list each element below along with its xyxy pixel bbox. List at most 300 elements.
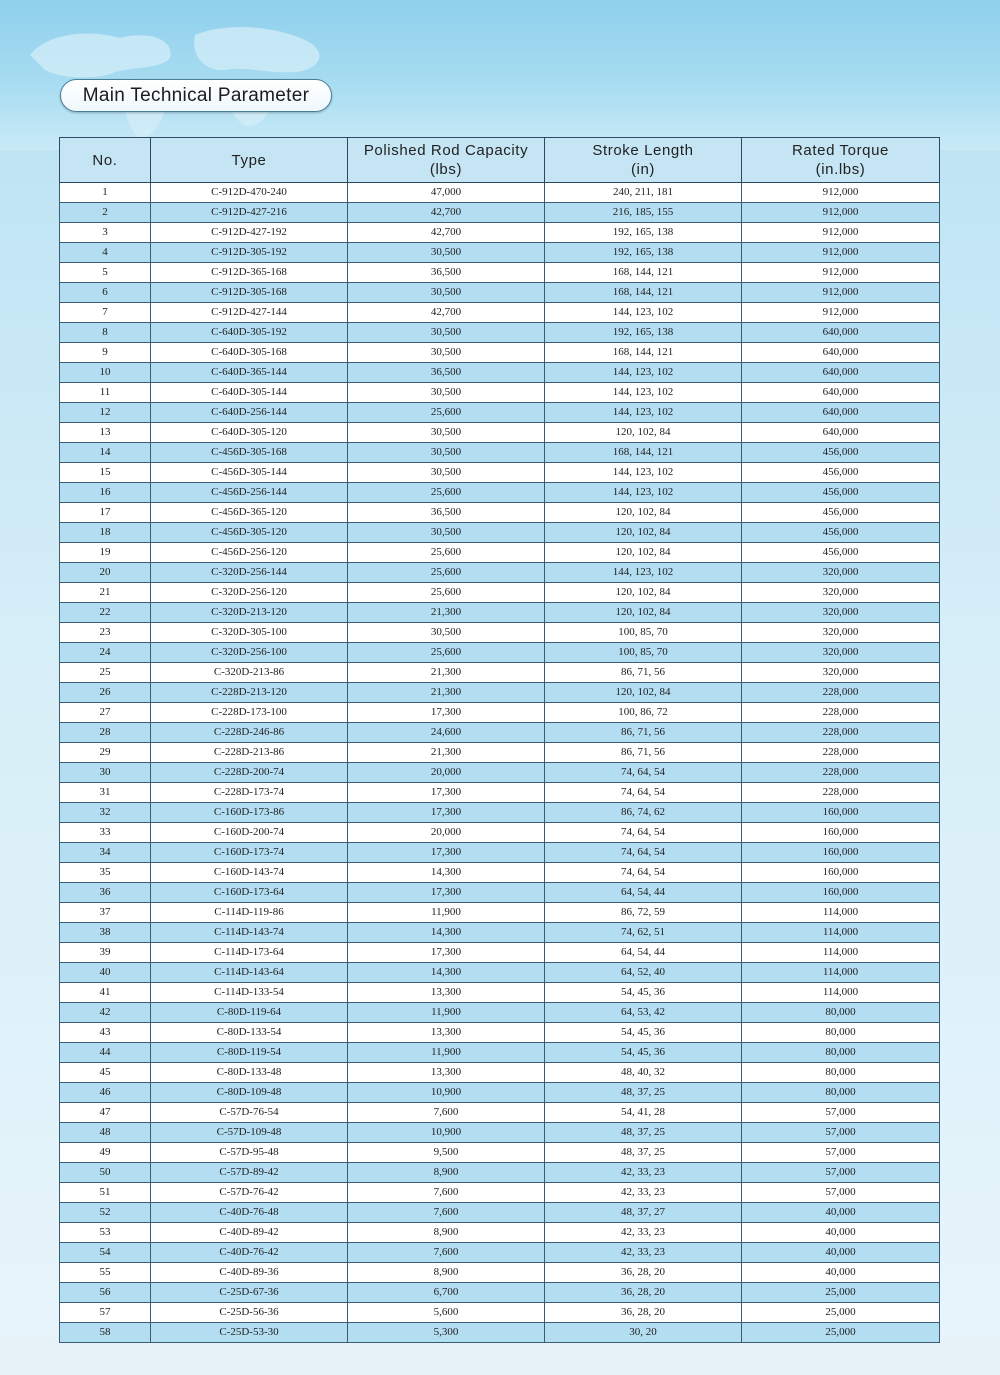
cell-no: 8 — [60, 323, 151, 343]
cell-type: C-912D-470-240 — [151, 183, 348, 203]
cell-no: 50 — [60, 1163, 151, 1183]
cell-no: 52 — [60, 1203, 151, 1223]
table-row — [60, 223, 940, 243]
cell-rated-torque: 228,000 — [742, 683, 940, 703]
cell-polished-rod-capacity: 21,300 — [348, 603, 545, 623]
cell-polished-rod-capacity: 8,900 — [348, 1223, 545, 1243]
cell-stroke-length: 64, 52, 40 — [545, 963, 742, 983]
cell-rated-torque: 114,000 — [742, 923, 940, 943]
table-row — [60, 1143, 940, 1163]
cell-no: 16 — [60, 483, 151, 503]
cell-rated-torque: 640,000 — [742, 403, 940, 423]
table-row — [60, 723, 940, 743]
cell-stroke-length: 100, 85, 70 — [545, 643, 742, 663]
cell-no: 41 — [60, 983, 151, 1003]
cell-polished-rod-capacity: 9,500 — [348, 1143, 545, 1163]
cell-type: C-160D-173-74 — [151, 843, 348, 863]
table-row — [60, 1303, 940, 1323]
cell-polished-rod-capacity: 30,500 — [348, 443, 545, 463]
cell-polished-rod-capacity: 7,600 — [348, 1183, 545, 1203]
table-row — [60, 1083, 940, 1103]
cell-type: C-640D-305-168 — [151, 343, 348, 363]
cell-no: 43 — [60, 1023, 151, 1043]
cell-type: C-80D-133-48 — [151, 1063, 348, 1083]
table-row — [60, 383, 940, 403]
cell-type: C-25D-53-30 — [151, 1323, 348, 1343]
table-row — [60, 263, 940, 283]
cell-no: 57 — [60, 1303, 151, 1323]
cell-stroke-length: 48, 40, 32 — [545, 1063, 742, 1083]
table-row — [60, 763, 940, 783]
cell-polished-rod-capacity: 11,900 — [348, 1043, 545, 1063]
cell-rated-torque: 912,000 — [742, 283, 940, 303]
cell-rated-torque: 160,000 — [742, 863, 940, 883]
cell-rated-torque: 456,000 — [742, 543, 940, 563]
cell-type: C-320D-305-100 — [151, 623, 348, 643]
cell-type: C-80D-133-54 — [151, 1023, 348, 1043]
cell-type: C-25D-67-36 — [151, 1283, 348, 1303]
table-row — [60, 1183, 940, 1203]
cell-polished-rod-capacity: 25,600 — [348, 583, 545, 603]
cell-no: 18 — [60, 523, 151, 543]
cell-rated-torque: 640,000 — [742, 323, 940, 343]
cell-rated-torque: 912,000 — [742, 243, 940, 263]
cell-stroke-length: 168, 144, 121 — [545, 343, 742, 363]
cell-no: 3 — [60, 223, 151, 243]
column-header-type: Type — [151, 138, 348, 183]
cell-type: C-320D-213-120 — [151, 603, 348, 623]
cell-stroke-length: 36, 28, 20 — [545, 1283, 742, 1303]
table-row — [60, 1043, 940, 1063]
cell-no: 28 — [60, 723, 151, 743]
cell-rated-torque: 160,000 — [742, 843, 940, 863]
table-row — [60, 543, 940, 563]
cell-type: C-160D-200-74 — [151, 823, 348, 843]
cell-rated-torque: 456,000 — [742, 503, 940, 523]
table-row — [60, 943, 940, 963]
table-row — [60, 983, 940, 1003]
table-row — [60, 683, 940, 703]
cell-type: C-456D-305-144 — [151, 463, 348, 483]
cell-rated-torque: 640,000 — [742, 383, 940, 403]
cell-stroke-length: 120, 102, 84 — [545, 523, 742, 543]
cell-stroke-length: 54, 45, 36 — [545, 983, 742, 1003]
table-row — [60, 1203, 940, 1223]
cell-rated-torque: 57,000 — [742, 1123, 940, 1143]
cell-rated-torque: 57,000 — [742, 1143, 940, 1163]
cell-stroke-length: 120, 102, 84 — [545, 683, 742, 703]
cell-rated-torque: 80,000 — [742, 1003, 940, 1023]
cell-stroke-length: 86, 71, 56 — [545, 723, 742, 743]
cell-stroke-length: 74, 64, 54 — [545, 783, 742, 803]
cell-rated-torque: 25,000 — [742, 1323, 940, 1343]
cell-rated-torque: 456,000 — [742, 523, 940, 543]
table-row — [60, 923, 940, 943]
cell-stroke-length: 168, 144, 121 — [545, 443, 742, 463]
cell-polished-rod-capacity: 30,500 — [348, 423, 545, 443]
cell-stroke-length: 54, 45, 36 — [545, 1043, 742, 1063]
cell-stroke-length: 192, 165, 138 — [545, 243, 742, 263]
table-row — [60, 803, 940, 823]
cell-polished-rod-capacity: 5,600 — [348, 1303, 545, 1323]
cell-polished-rod-capacity: 30,500 — [348, 323, 545, 343]
cell-no: 21 — [60, 583, 151, 603]
cell-polished-rod-capacity: 14,300 — [348, 863, 545, 883]
table-row — [60, 1163, 940, 1183]
table-row — [60, 1283, 940, 1303]
cell-polished-rod-capacity: 30,500 — [348, 243, 545, 263]
cell-rated-torque: 40,000 — [742, 1223, 940, 1243]
cell-stroke-length: 100, 86, 72 — [545, 703, 742, 723]
column-header-no: No. — [60, 138, 151, 183]
cell-polished-rod-capacity: 30,500 — [348, 623, 545, 643]
table-row — [60, 343, 940, 363]
table-body — [60, 183, 940, 1343]
cell-polished-rod-capacity: 30,500 — [348, 343, 545, 363]
cell-rated-torque: 320,000 — [742, 663, 940, 683]
cell-type: C-57D-109-48 — [151, 1123, 348, 1143]
cell-type: C-640D-305-144 — [151, 383, 348, 403]
cell-no: 51 — [60, 1183, 151, 1203]
table-row — [60, 903, 940, 923]
table-row — [60, 523, 940, 543]
table-row — [60, 423, 940, 443]
cell-polished-rod-capacity: 13,300 — [348, 1063, 545, 1083]
cell-no: 45 — [60, 1063, 151, 1083]
cell-polished-rod-capacity: 7,600 — [348, 1243, 545, 1263]
cell-stroke-length: 144, 123, 102 — [545, 363, 742, 383]
table-row — [60, 363, 940, 383]
cell-rated-torque: 57,000 — [742, 1163, 940, 1183]
cell-stroke-length: 30, 20 — [545, 1323, 742, 1343]
cell-no: 11 — [60, 383, 151, 403]
cell-stroke-length: 120, 102, 84 — [545, 583, 742, 603]
cell-polished-rod-capacity: 13,300 — [348, 983, 545, 1003]
cell-polished-rod-capacity: 7,600 — [348, 1103, 545, 1123]
cell-no: 7 — [60, 303, 151, 323]
cell-type: C-456D-305-168 — [151, 443, 348, 463]
cell-type: C-320D-213-86 — [151, 663, 348, 683]
cell-rated-torque: 114,000 — [742, 943, 940, 963]
cell-type: C-228D-213-120 — [151, 683, 348, 703]
cell-type: C-456D-305-120 — [151, 523, 348, 543]
table-row — [60, 1263, 940, 1283]
cell-stroke-length: 216, 185, 155 — [545, 203, 742, 223]
cell-type: C-912D-365-168 — [151, 263, 348, 283]
table-row — [60, 883, 940, 903]
cell-no: 5 — [60, 263, 151, 283]
cell-no: 49 — [60, 1143, 151, 1163]
parameter-table — [59, 137, 940, 1343]
cell-no: 46 — [60, 1083, 151, 1103]
cell-rated-torque: 640,000 — [742, 423, 940, 443]
cell-rated-torque: 320,000 — [742, 623, 940, 643]
cell-rated-torque: 160,000 — [742, 823, 940, 843]
cell-stroke-length: 120, 102, 84 — [545, 603, 742, 623]
cell-no: 6 — [60, 283, 151, 303]
cell-type: C-228D-173-100 — [151, 703, 348, 723]
table-row — [60, 1003, 940, 1023]
cell-no: 17 — [60, 503, 151, 523]
cell-type: C-57D-95-48 — [151, 1143, 348, 1163]
cell-stroke-length: 240, 211, 181 — [545, 183, 742, 203]
table-row — [60, 203, 940, 223]
cell-rated-torque: 228,000 — [742, 703, 940, 723]
cell-no: 54 — [60, 1243, 151, 1263]
cell-rated-torque: 57,000 — [742, 1103, 940, 1123]
table-row — [60, 403, 940, 423]
cell-polished-rod-capacity: 14,300 — [348, 963, 545, 983]
cell-stroke-length: 74, 62, 51 — [545, 923, 742, 943]
cell-rated-torque: 912,000 — [742, 303, 940, 323]
cell-rated-torque: 40,000 — [742, 1243, 940, 1263]
table-row — [60, 1103, 940, 1123]
cell-no: 9 — [60, 343, 151, 363]
cell-polished-rod-capacity: 10,900 — [348, 1083, 545, 1103]
cell-rated-torque: 912,000 — [742, 183, 940, 203]
cell-type: C-57D-89-42 — [151, 1163, 348, 1183]
column-header-polished-rod-capacity: Polished Rod Capacity (lbs) — [348, 138, 545, 183]
cell-rated-torque: 114,000 — [742, 983, 940, 1003]
table-row — [60, 1323, 940, 1343]
cell-stroke-length: 54, 45, 36 — [545, 1023, 742, 1043]
cell-type: C-160D-173-86 — [151, 803, 348, 823]
table-row — [60, 503, 940, 523]
cell-type: C-40D-89-36 — [151, 1263, 348, 1283]
table-row — [60, 243, 940, 263]
right-background-shade — [940, 150, 1000, 1375]
cell-polished-rod-capacity: 47,000 — [348, 183, 545, 203]
table-row — [60, 823, 940, 843]
cell-rated-torque: 320,000 — [742, 643, 940, 663]
cell-no: 55 — [60, 1263, 151, 1283]
cell-type: C-40D-76-48 — [151, 1203, 348, 1223]
world-map-graphic — [0, 0, 1000, 150]
cell-stroke-length: 36, 28, 20 — [545, 1263, 742, 1283]
cell-type: C-456D-365-120 — [151, 503, 348, 523]
cell-rated-torque: 228,000 — [742, 783, 940, 803]
cell-polished-rod-capacity: 25,600 — [348, 543, 545, 563]
cell-no: 44 — [60, 1043, 151, 1063]
cell-type: C-320D-256-120 — [151, 583, 348, 603]
table-row — [60, 1123, 940, 1143]
cell-stroke-length: 86, 71, 56 — [545, 663, 742, 683]
cell-no: 10 — [60, 363, 151, 383]
table-row — [60, 583, 940, 603]
table-row — [60, 703, 940, 723]
cell-type: C-114D-133-54 — [151, 983, 348, 1003]
cell-no: 40 — [60, 963, 151, 983]
cell-rated-torque: 456,000 — [742, 483, 940, 503]
cell-stroke-length: 74, 64, 54 — [545, 863, 742, 883]
cell-no: 53 — [60, 1223, 151, 1243]
cell-stroke-length: 48, 37, 25 — [545, 1083, 742, 1103]
cell-rated-torque: 40,000 — [742, 1203, 940, 1223]
cell-stroke-length: 64, 54, 44 — [545, 883, 742, 903]
table-row — [60, 663, 940, 683]
cell-polished-rod-capacity: 17,300 — [348, 883, 545, 903]
cell-rated-torque: 40,000 — [742, 1263, 940, 1283]
cell-type: C-640D-365-144 — [151, 363, 348, 383]
table-row — [60, 643, 940, 663]
cell-no: 14 — [60, 443, 151, 463]
cell-polished-rod-capacity: 36,500 — [348, 503, 545, 523]
cell-polished-rod-capacity: 13,300 — [348, 1023, 545, 1043]
cell-type: C-114D-143-74 — [151, 923, 348, 943]
cell-type: C-228D-246-86 — [151, 723, 348, 743]
cell-type: C-114D-143-64 — [151, 963, 348, 983]
cell-rated-torque: 80,000 — [742, 1083, 940, 1103]
cell-type: C-640D-256-144 — [151, 403, 348, 423]
table-header-row — [60, 138, 940, 183]
table-row — [60, 1023, 940, 1043]
cell-polished-rod-capacity: 5,300 — [348, 1323, 545, 1343]
cell-no: 32 — [60, 803, 151, 823]
cell-stroke-length: 120, 102, 84 — [545, 423, 742, 443]
cell-type: C-640D-305-120 — [151, 423, 348, 443]
cell-polished-rod-capacity: 17,300 — [348, 843, 545, 863]
cell-no: 35 — [60, 863, 151, 883]
cell-stroke-length: 144, 123, 102 — [545, 563, 742, 583]
cell-type: C-912D-427-216 — [151, 203, 348, 223]
cell-polished-rod-capacity: 7,600 — [348, 1203, 545, 1223]
column-header-rated-torque: Rated Torque (in.lbs) — [742, 138, 940, 183]
cell-polished-rod-capacity: 17,300 — [348, 803, 545, 823]
cell-stroke-length: 144, 123, 102 — [545, 383, 742, 403]
cell-rated-torque: 228,000 — [742, 763, 940, 783]
cell-polished-rod-capacity: 25,600 — [348, 643, 545, 663]
cell-no: 1 — [60, 183, 151, 203]
cell-no: 39 — [60, 943, 151, 963]
cell-polished-rod-capacity: 30,500 — [348, 463, 545, 483]
cell-type: C-456D-256-144 — [151, 483, 348, 503]
cell-rated-torque: 80,000 — [742, 1063, 940, 1083]
cell-no: 4 — [60, 243, 151, 263]
left-background-shade — [0, 150, 60, 1375]
page-title: Main Technical Parameter — [60, 79, 332, 112]
table-row — [60, 563, 940, 583]
cell-stroke-length: 42, 33, 23 — [545, 1183, 742, 1203]
cell-no: 34 — [60, 843, 151, 863]
table-row — [60, 843, 940, 863]
cell-polished-rod-capacity: 36,500 — [348, 263, 545, 283]
cell-no: 12 — [60, 403, 151, 423]
cell-no: 15 — [60, 463, 151, 483]
table-row — [60, 283, 940, 303]
cell-polished-rod-capacity: 25,600 — [348, 563, 545, 583]
cell-no: 33 — [60, 823, 151, 843]
cell-type: C-456D-256-120 — [151, 543, 348, 563]
cell-rated-torque: 228,000 — [742, 743, 940, 763]
cell-stroke-length: 168, 144, 121 — [545, 283, 742, 303]
cell-rated-torque: 912,000 — [742, 203, 940, 223]
table-row — [60, 863, 940, 883]
cell-stroke-length: 42, 33, 23 — [545, 1243, 742, 1263]
cell-polished-rod-capacity: 30,500 — [348, 523, 545, 543]
cell-stroke-length: 48, 37, 27 — [545, 1203, 742, 1223]
cell-polished-rod-capacity: 25,600 — [348, 483, 545, 503]
table-row — [60, 963, 940, 983]
cell-stroke-length: 144, 123, 102 — [545, 483, 742, 503]
cell-no: 24 — [60, 643, 151, 663]
cell-polished-rod-capacity: 11,900 — [348, 1003, 545, 1023]
cell-no: 19 — [60, 543, 151, 563]
cell-type: C-160D-143-74 — [151, 863, 348, 883]
cell-polished-rod-capacity: 17,300 — [348, 703, 545, 723]
cell-polished-rod-capacity: 17,300 — [348, 943, 545, 963]
cell-no: 25 — [60, 663, 151, 683]
cell-no: 30 — [60, 763, 151, 783]
table-row — [60, 323, 940, 343]
cell-type: C-57D-76-42 — [151, 1183, 348, 1203]
cell-polished-rod-capacity: 21,300 — [348, 663, 545, 683]
cell-type: C-320D-256-144 — [151, 563, 348, 583]
table-row — [60, 1223, 940, 1243]
cell-polished-rod-capacity: 21,300 — [348, 683, 545, 703]
cell-type: C-228D-213-86 — [151, 743, 348, 763]
cell-type: C-912D-427-192 — [151, 223, 348, 243]
cell-no: 31 — [60, 783, 151, 803]
cell-polished-rod-capacity: 42,700 — [348, 223, 545, 243]
cell-stroke-length: 48, 37, 25 — [545, 1143, 742, 1163]
cell-no: 26 — [60, 683, 151, 703]
cell-stroke-length: 74, 64, 54 — [545, 823, 742, 843]
cell-type: C-912D-305-192 — [151, 243, 348, 263]
table-row — [60, 743, 940, 763]
cell-stroke-length: 86, 71, 56 — [545, 743, 742, 763]
cell-no: 13 — [60, 423, 151, 443]
cell-polished-rod-capacity: 20,000 — [348, 823, 545, 843]
cell-type: C-640D-305-192 — [151, 323, 348, 343]
cell-type: C-80D-109-48 — [151, 1083, 348, 1103]
cell-rated-torque: 228,000 — [742, 723, 940, 743]
cell-no: 42 — [60, 1003, 151, 1023]
cell-stroke-length: 120, 102, 84 — [545, 543, 742, 563]
cell-type: C-40D-76-42 — [151, 1243, 348, 1263]
cell-type: C-228D-173-74 — [151, 783, 348, 803]
cell-stroke-length: 86, 74, 62 — [545, 803, 742, 823]
cell-stroke-length: 192, 165, 138 — [545, 323, 742, 343]
cell-polished-rod-capacity: 8,900 — [348, 1163, 545, 1183]
cell-polished-rod-capacity: 11,900 — [348, 903, 545, 923]
cell-stroke-length: 36, 28, 20 — [545, 1303, 742, 1323]
cell-no: 47 — [60, 1103, 151, 1123]
table-row — [60, 1063, 940, 1083]
cell-no: 58 — [60, 1323, 151, 1343]
cell-stroke-length: 144, 123, 102 — [545, 403, 742, 423]
cell-no: 48 — [60, 1123, 151, 1143]
cell-stroke-length: 64, 54, 44 — [545, 943, 742, 963]
table-row — [60, 1243, 940, 1263]
cell-rated-torque: 80,000 — [742, 1043, 940, 1063]
cell-stroke-length: 74, 64, 54 — [545, 843, 742, 863]
cell-polished-rod-capacity: 42,700 — [348, 303, 545, 323]
table-row — [60, 603, 940, 623]
cell-type: C-57D-76-54 — [151, 1103, 348, 1123]
cell-type: C-80D-119-64 — [151, 1003, 348, 1023]
cell-rated-torque: 912,000 — [742, 263, 940, 283]
cell-rated-torque: 320,000 — [742, 583, 940, 603]
cell-rated-torque: 25,000 — [742, 1283, 940, 1303]
table-row — [60, 483, 940, 503]
cell-rated-torque: 160,000 — [742, 803, 940, 823]
cell-no: 38 — [60, 923, 151, 943]
cell-type: C-912D-305-168 — [151, 283, 348, 303]
cell-stroke-length: 168, 144, 121 — [545, 263, 742, 283]
cell-rated-torque: 57,000 — [742, 1183, 940, 1203]
cell-rated-torque: 25,000 — [742, 1303, 940, 1323]
cell-stroke-length: 74, 64, 54 — [545, 763, 742, 783]
